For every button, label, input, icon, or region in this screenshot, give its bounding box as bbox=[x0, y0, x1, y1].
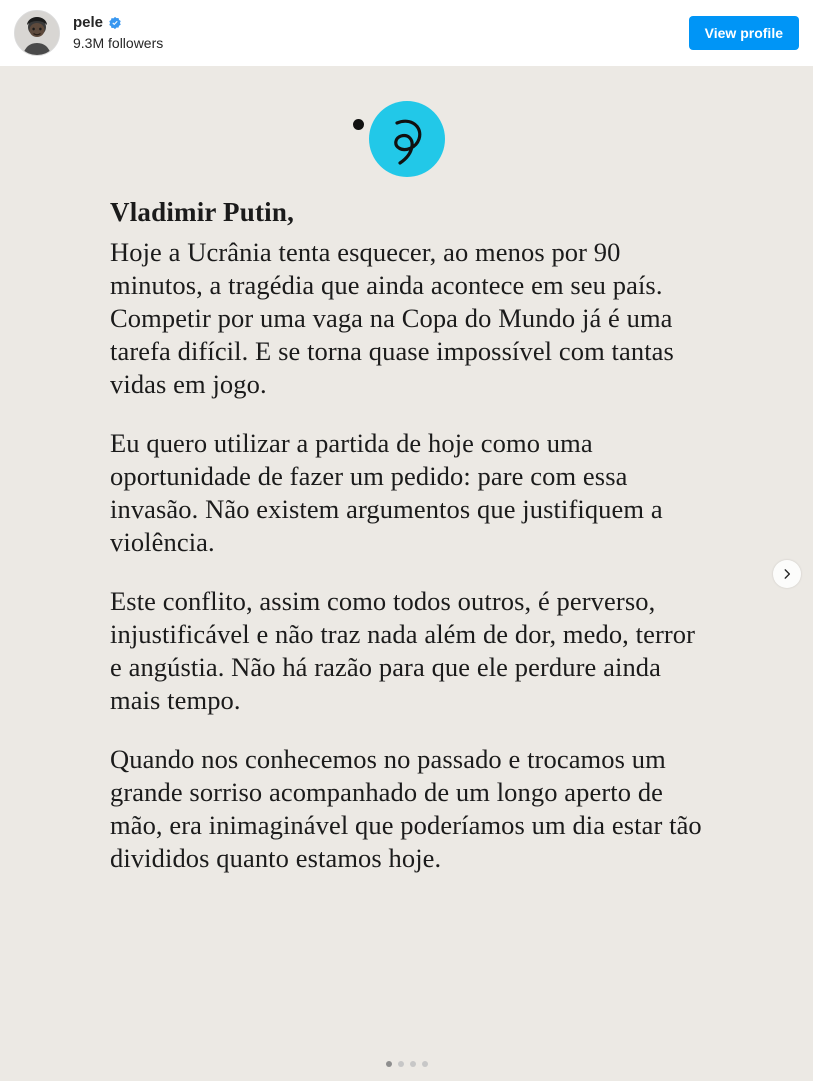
post-media[interactable] bbox=[0, 66, 813, 1081]
carousel-dot-4[interactable] bbox=[422, 1061, 428, 1067]
avatar[interactable] bbox=[14, 10, 60, 56]
carousel-dot-2[interactable] bbox=[398, 1061, 404, 1067]
carousel-dots bbox=[0, 1061, 813, 1067]
verified-badge-icon bbox=[108, 16, 122, 30]
username-row[interactable] bbox=[73, 14, 689, 32]
chevron-right-icon bbox=[780, 567, 794, 581]
carousel-dot-1[interactable] bbox=[386, 1061, 392, 1067]
logo-dot-icon bbox=[353, 119, 364, 130]
username[interactable]: pele bbox=[73, 13, 104, 31]
carousel-next-button[interactable] bbox=[773, 560, 801, 588]
letter-paragraph-3: Este conflito, assim como todos outros, é perverso, injustificável e não traz nada além de dor, medo, terror e angústia. Não há razão para que ele perdure ainda mais tempo. bbox=[110, 586, 696, 715]
letter-paragraph-1: Hoje a Ucrânia tenta esquecer, ao menos por 90 minutos, a tragédia que ainda acontece em seu país. Competir por uma vaga na Copa do Mundo já é uma tarefa difícil. E se torna quase impossível com tantas vidas em jogo. bbox=[110, 237, 674, 399]
post-header bbox=[0, 0, 813, 66]
letter-salutation: Vladimir Putin, bbox=[110, 197, 295, 227]
letter-paragraph-2: Eu quero utilizar a partida de hoje como uma oportunidade de fazer um pedido: pare com essa invasão. Não existem argumentos que justifiquem a violência. bbox=[110, 428, 663, 557]
user-info bbox=[73, 14, 689, 52]
logo-container bbox=[0, 66, 813, 177]
letter-paragraph-4: Quando nos conhecemos no passado e trocamos um grande sorriso acompanhado de um longo aperto de mão, era inimaginável que poderíamos um dia estar tão divididos quanto estamos hoje. bbox=[110, 744, 702, 873]
view-profile-button[interactable]: View profile bbox=[689, 16, 799, 50]
followers-count: 9.3M followers bbox=[73, 34, 164, 51]
pele-signature-logo bbox=[369, 101, 445, 177]
carousel-dot-3[interactable] bbox=[410, 1061, 416, 1067]
letter-content bbox=[0, 177, 813, 875]
